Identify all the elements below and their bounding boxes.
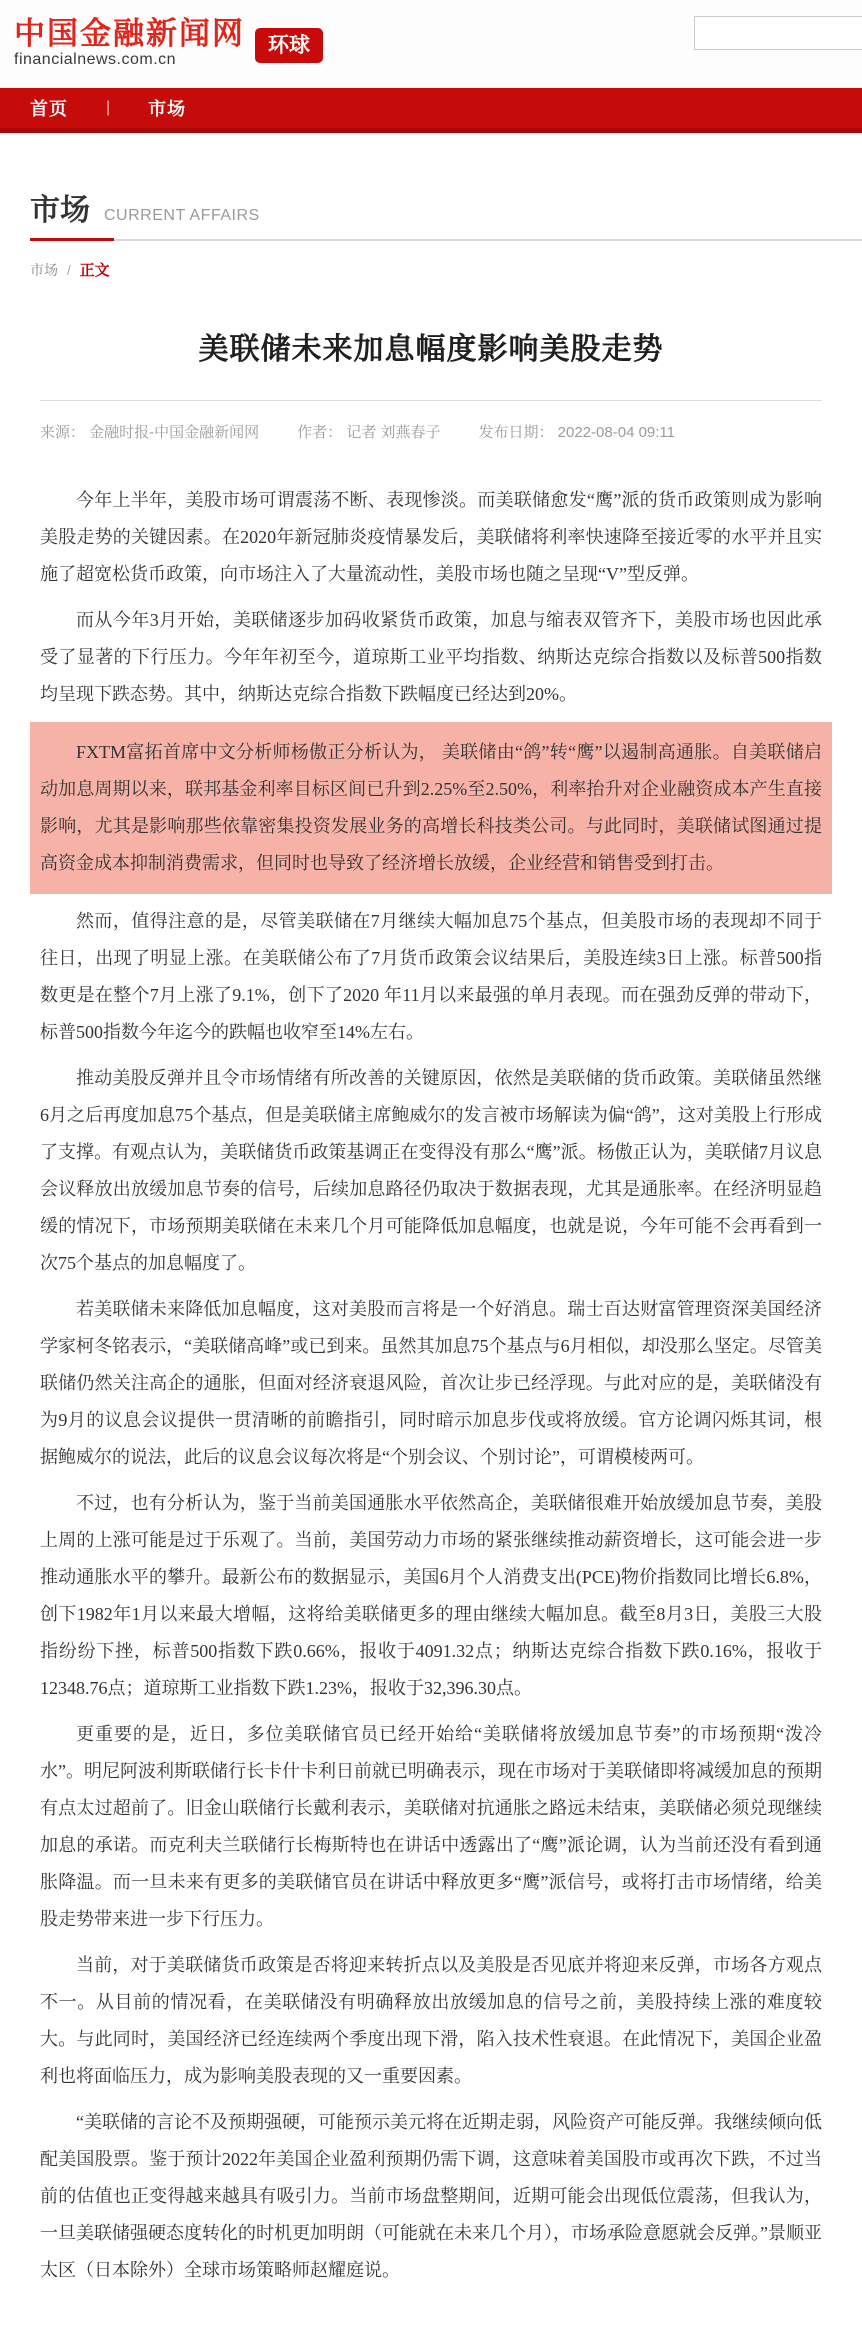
article-paragraph: 若美联储未来降低加息幅度，这对美股而言将是一个好消息。瑞士百达财富管理资深美国经济学家柯冬铭表示，“美联储高峰”或已到来。虽然其加息75个基点与6月相似，却没那么坚定。尽管美联储仍然关注高企的通胀，但面对经济衰退风险，首次让步已经浮现。与此对应的是，美联储没有为9月的议息会议提供一贯清晰的前瞻指引，同时暗示加息步伐或将放缓。官方论调闪烁其词，根据鲍威尔的说法，此后的议息会议每次将是“个别会议、个别讨论”，可谓模棱两可。 xyxy=(40,1299,822,1467)
breadcrumb xyxy=(30,259,862,280)
site-header xyxy=(0,0,862,88)
main-nav xyxy=(0,88,862,133)
article-body xyxy=(40,482,822,2332)
article-meta xyxy=(40,421,822,442)
section-title-en: CURRENT AFFAIRS xyxy=(104,207,260,224)
title-divider xyxy=(40,400,822,401)
article-paragraph: 更重要的是，近日，多位美联储官员已经开始给“美联储将放缓加息节奏”的市场预期“泼冷水”。明尼阿波利斯联储行长卡什卡利日前就已明确表示，现在市场对于美联储即将减缓加息的预期有点太过超前了。旧金山联储行长戴利表示，美联储对抗通胀之路远未结束，美联储必须兑现继续加息的承诺。而克利夫兰联储行长梅斯特也在讲话中透露出了“鹰”派论调，认为当前还没有看到通胀降温。而一旦未来有更多的美联储官员在讲话中释放更多“鹰”派信号，或将打击市场情绪，给美股走势带来进一步下行压力。 xyxy=(40,1724,822,1929)
search-input[interactable] xyxy=(694,16,862,50)
article-paragraph: 不过，也有分析认为，鉴于当前美国通胀水平依然高企，美联储很难开始放缓加息节奏，美股上周的上涨可能是过于乐观了。当前，美国劳动力市场的紧张继续推动薪资增长，这可能会进一步推动通胀水平的攀升。最新公布的数据显示，美国6月个人消费支出(PCE)物价指数同比增长6.8%，创下1982年1月以来最大增幅，这将给美联储更多的理由继续大幅加息。截至8月3日，美股三大股指纷纷下挫，标普500指数下跌0.66%，报收于4091.32点；纳斯达克综合指数下跌0.16%，报收于12348.76点；道琼斯工业指数下跌1.23%，报收于32,396.30点。 xyxy=(40,1493,822,1698)
meta-source: 来源： 金融时报-中国金融新闻网 xyxy=(40,424,260,441)
nav-item-home[interactable]: 首页 xyxy=(30,99,68,119)
article-paragraph: 当前，对于美联储货币政策是否将迎来转折点以及美股是否见底并将迎来反弹，市场各方观点不一。从目前的情况看，在美联储没有明确释放出放缓加息的信号之前，美股持续上涨的难度较大。与此同时，美国经济已经连续两个季度出现下滑，陷入技术性衰退。在此情况下，美国企业盈利也将面临压力，成为影响美股表现的又一重要因素。 xyxy=(40,1955,822,2086)
divider-gray-line xyxy=(30,239,862,241)
meta-date: 发布日期： 2022-08-04 09:11 xyxy=(478,424,676,441)
section-title-cn: 市场 xyxy=(30,194,90,227)
section-heading xyxy=(30,185,862,229)
article-paragraph: 推动美股反弹并且令市场情绪有所改善的关键原因，依然是美联储的货币政策。美联储虽然继6月之后再度加息75个基点，但是美联储主席鲍威尔的发言被市场解读为偏“鸽”，这对美股上行形成了支撑。有观点认为，美联储货币政策基调正在变得没有那么“鹰”派。杨傲正认为，美联储7月议息会议释放出放缓加息节奏的信号，后续加息路径仍取决于数据表现，尤其是通胀率。在经济明显趋缓的情况下，市场预期美联储在未来几个月可能降低加息幅度，也就是说，今年可能不会再看到一次75个基点的加息幅度了。 xyxy=(40,1068,822,1273)
breadcrumb-market[interactable]: 市场 xyxy=(30,262,58,278)
logo-text xyxy=(14,18,245,69)
breadcrumb-current: 正文 xyxy=(79,262,110,279)
breadcrumb-separator: / xyxy=(66,262,71,278)
meta-author: 作者： 记者 刘燕春子 xyxy=(297,424,441,441)
nav-separator: | xyxy=(106,99,111,116)
nav-item-market[interactable]: 市场 xyxy=(148,99,187,119)
logo-subtitle: financialnews.com.cn xyxy=(14,51,177,68)
article-paragraph-highlighted: FXTM富拓首席中文分析师杨傲正分析认为， 美联储由“鸽”转“鹰”以遏制高通胀。自美联储启动加息周期以来，联邦基金利率目标区间已升到2.25%至2.50%，利率抬升对企业融资成本产生直接影响，尤其是影响那些依靠密集投资发展业务的高增长科技类公司。与此同时，美联储试图通过提高资金成本抑制消费需求，但同时也导致了经济增长放缓，企业经营和销售受到打击。 xyxy=(30,722,832,894)
article-paragraph: “美联储的言论不及预期强硬，可能预示美元将在近期走弱，风险资产可能反弹。我继续倾向低配美国股票。鉴于预计2022年美国企业盈利预期仍需下调，这意味着美国股市或再次下跌，不过当前的估值也正变得越来越具有吸引力。当前市场盘整期间，近期可能会出现低位震荡，但我认为，一旦美联储强硬态度转化的时机更加明朗（可能就在未来几个月），市场承险意愿就会反弹。”景顺亚太区（日本除外）全球市场策略师赵耀庭说。 xyxy=(40,2112,822,2280)
edition-badge[interactable]: 环球 xyxy=(255,28,323,63)
article-title: 美联储未来加息幅度影响美股走势 xyxy=(198,333,664,366)
article-paragraph: 然而，值得注意的是，尽管美联储在7月继续大幅加息75个基点，但美股市场的表现却不同于往日，出现了明显上涨。在美联储公布了7月货币政策会议结果后，美股连续3日上涨。标普500指数更是在整个7月上涨了9.1%，创下了2020 年11月以来最强的单月表现。而在强劲反弹的带动下，标普500指数今年迄今的跌幅也收窄至14%左右。 xyxy=(40,911,822,1042)
logo-title: 中国金融新闻网 xyxy=(14,16,245,51)
section-divider xyxy=(30,238,862,241)
article-paragraph: 今年上半年，美股市场可谓震荡不断、表现惨淡。而美联储愈发“鹰”派的货币政策则成为影响美股走势的关键因素。在2020年新冠肺炎疫情暴发后，美联储将利率快速降至接近零的水平并且实施了超宽松货币政策，向市场注入了大量流动性，美股市场也随之呈现“V”型反弹。 xyxy=(40,490,822,584)
divider-red-accent xyxy=(30,238,114,241)
article-paragraph: 而从今年3月开始，美联储逐步加码收紧货币政策，加息与缩表双管齐下，美股市场也因此承受了显著的下行压力。今年年初至今，道琼斯工业平均指数、纳斯达克综合指数以及标普500指数均呈现下跌态势。其中，纳斯达克综合指数下跌幅度已经达到20%。 xyxy=(40,610,822,704)
site-logo[interactable] xyxy=(14,18,323,69)
